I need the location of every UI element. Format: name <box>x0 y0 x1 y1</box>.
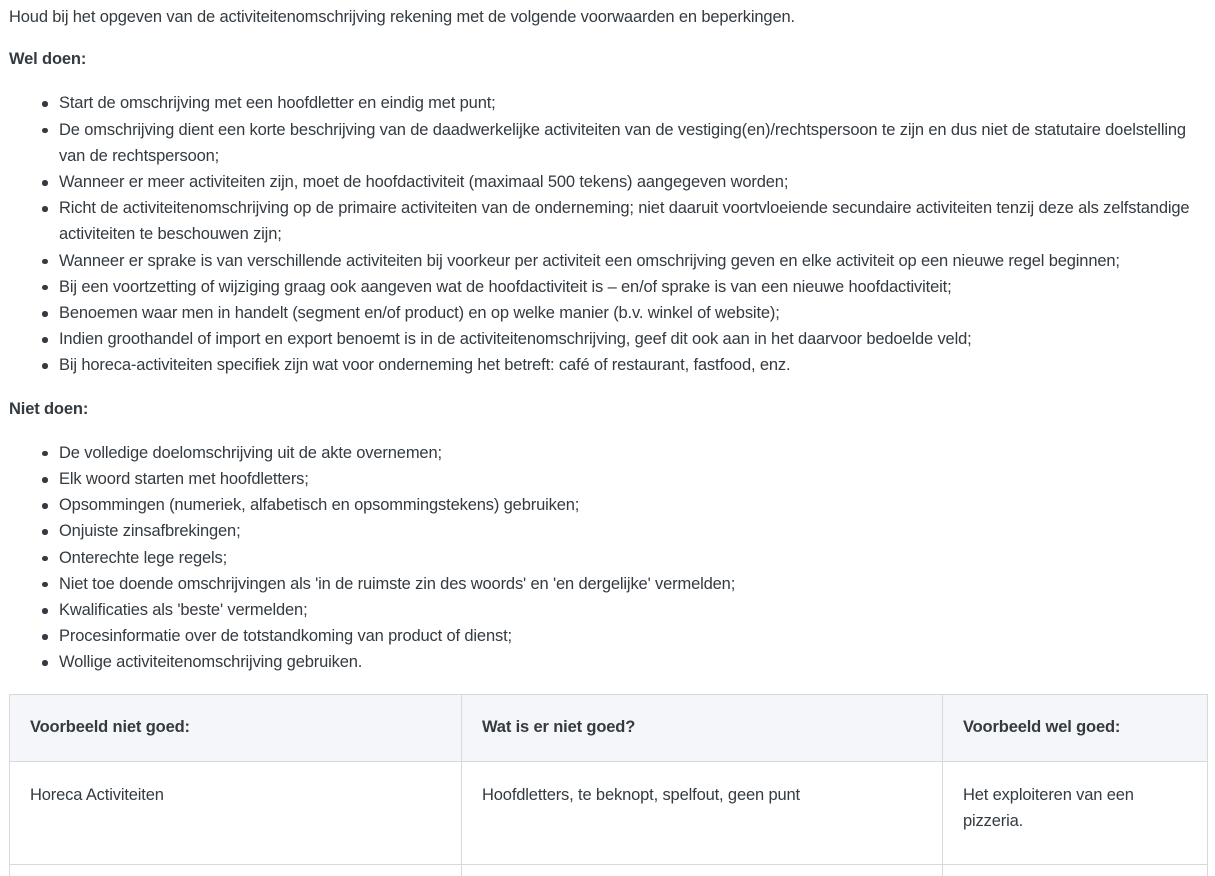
list-item: Niet toe doende omschrijvingen als 'in de ruimste zin des woords' en 'en dergelijke' vermelden; <box>59 571 1207 597</box>
table-row <box>10 864 1208 876</box>
table-cell <box>10 864 462 876</box>
column-header: Wat is er niet goed? <box>462 694 943 761</box>
table-cell: Horeca Activiteiten <box>10 761 462 864</box>
content-page <box>0 4 1215 876</box>
examples-table <box>9 694 1208 876</box>
column-header: Voorbeeld niet goed: <box>10 694 462 761</box>
list-item: Elk woord starten met hoofdletters; <box>59 466 1207 492</box>
table-cell <box>943 864 1208 876</box>
table-cell <box>462 864 943 876</box>
list-item: Bij een voortzetting of wijziging graag ook aangeven wat de hoofdactiviteit is – en/of sprake is van een nieuwe hoofdactiviteit; <box>59 274 1207 300</box>
dont-heading: Niet doen: <box>9 399 89 418</box>
do-list <box>9 90 1207 378</box>
list-item: Benoemen waar men in handelt (segment en/of product) en op welke manier (b.v. winkel of website); <box>59 300 1207 326</box>
table-cell: Het exploiteren van een pizzeria. <box>943 761 1208 864</box>
intro-text: Houd bij het opgeven van de activiteitenomschrijving rekening met de volgende voorwaarden en beperkingen. <box>9 8 795 26</box>
dont-list <box>9 440 1207 676</box>
list-item: Procesinformatie over de totstandkoming van product of dienst; <box>59 623 1207 649</box>
list-item: De omschrijving dient een korte beschrijving van de daadwerkelijke activiteiten van de vestiging(en)/rechtspersoon te zijn en dus niet de statutaire doelstelling van de rechtspersoon; <box>59 117 1207 169</box>
list-item: Richt de activiteitenomschrijving op de primaire activiteiten van de onderneming; niet daaruit voortvloeiende secundaire activiteiten tenzij deze als zelfstandige activiteiten te beschouwen zijn; <box>59 195 1207 247</box>
list-item: Indien groothandel of import en export benoemt is in de activiteitenomschrijving, geef dit ook aan in het daarvoor bedoelde veld; <box>59 326 1207 352</box>
column-header: Voorbeeld wel goed: <box>943 694 1208 761</box>
list-item: De volledige doelomschrijving uit de akte overnemen; <box>59 440 1207 466</box>
table-row <box>10 761 1208 864</box>
list-item: Onterechte lege regels; <box>59 545 1207 571</box>
list-item: Onjuiste zinsafbrekingen; <box>59 518 1207 544</box>
do-heading: Wel doen: <box>9 50 87 69</box>
list-item: Kwalificaties als 'beste' vermelden; <box>59 597 1207 623</box>
list-item: Wanneer er sprake is van verschillende activiteiten bij voorkeur per activiteit een omschrijving geven en elke activiteit op een nieuwe regel beginnen; <box>59 248 1207 274</box>
list-item: Start de omschrijving met een hoofdletter en eindig met punt; <box>59 90 1207 116</box>
list-item: Wanneer er meer activiteiten zijn, moet de hoofdactiviteit (maximaal 500 tekens) aangegeven worden; <box>59 169 1207 195</box>
list-item: Wollige activiteitenomschrijving gebruiken. <box>59 649 1207 675</box>
table-cell: Hoofdletters, te beknopt, spelfout, geen punt <box>462 761 943 864</box>
list-item: Bij horeca-activiteiten specifiek zijn wat voor onderneming het betreft: café of restaurant, fastfood, enz. <box>59 352 1207 378</box>
list-item: Opsommingen (numeriek, alfabetisch en opsommingstekens) gebruiken; <box>59 492 1207 518</box>
table-header-row <box>10 694 1208 761</box>
